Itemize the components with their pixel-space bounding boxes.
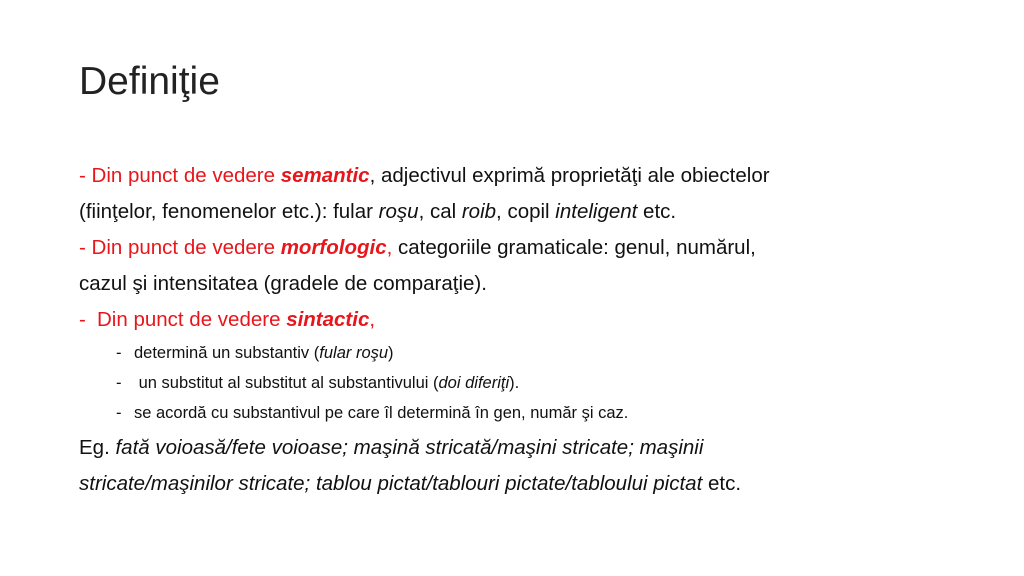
p2-rest: categoriile gramaticale: genul, numărul, [392, 236, 756, 259]
p1-text-b: , cal [418, 200, 462, 223]
subitem [79, 398, 979, 428]
subitem-text: se acordă cu substantivul pe care îl determină în gen, număr şi caz. [134, 404, 629, 422]
p1-example-3: inteligent [555, 200, 638, 223]
example-line2 [79, 466, 979, 502]
p2-prefix: - Din punct de vedere [79, 236, 281, 259]
subitem [79, 338, 979, 368]
subitem-dash: - [116, 404, 122, 422]
p2-line2: cazul şi intensitatea (gradele de comparaţie). [79, 272, 487, 295]
subitem [79, 368, 979, 398]
subitem-text: un substitut al substitut al substantivului ( [134, 374, 439, 392]
p3-line1 [79, 302, 979, 338]
p2-keyword: morfologic [280, 236, 387, 259]
subitem-text-end: ) [388, 344, 394, 362]
p1-text-d: etc. [637, 200, 677, 223]
subitem-dash: - [116, 374, 122, 392]
p3-dash: - [79, 308, 86, 331]
example-tail: etc. [702, 472, 742, 495]
p2-comma: , [386, 236, 393, 259]
p3-comma: , [369, 308, 376, 331]
p3-prefix: Din punct de vedere [97, 308, 287, 331]
subitem-example: doi diferiţi [438, 374, 510, 392]
slide-title: Definiţie [79, 60, 220, 103]
subitem-text: determină un substantiv ( [134, 344, 320, 362]
example-text-1: fată voioasă/fete voioase; maşină stricată/maşini stricate; maşinii [115, 436, 704, 459]
p1-line1 [79, 158, 979, 194]
p1-keyword: semantic [280, 164, 370, 187]
example-label: Eg. [79, 436, 116, 459]
p1-text-a: (fiinţelor, fenomenelor etc.): fular [79, 200, 379, 223]
example-line1 [79, 430, 979, 466]
p3-keyword: sintactic [286, 308, 370, 331]
subitem-dash: - [116, 344, 122, 362]
subitem-text-end: ). [509, 374, 520, 392]
slide-body [79, 158, 979, 502]
p2-line1 [79, 230, 979, 266]
subitem-example: fular roşu [319, 344, 389, 362]
p1-text-c: , copil [496, 200, 556, 223]
p1-rest: , adjectivul exprimă proprietăţi ale obiectelor [369, 164, 770, 187]
p1-example-2: roib [461, 200, 497, 223]
example-text-2: stricate/maşinilor stricate; tablou pictat/tablouri pictate/tabloului pictat [79, 472, 703, 495]
p1-line2 [79, 194, 979, 230]
p1-prefix: - Din punct de vedere [79, 164, 281, 187]
p1-example-1: roşu [378, 200, 419, 223]
